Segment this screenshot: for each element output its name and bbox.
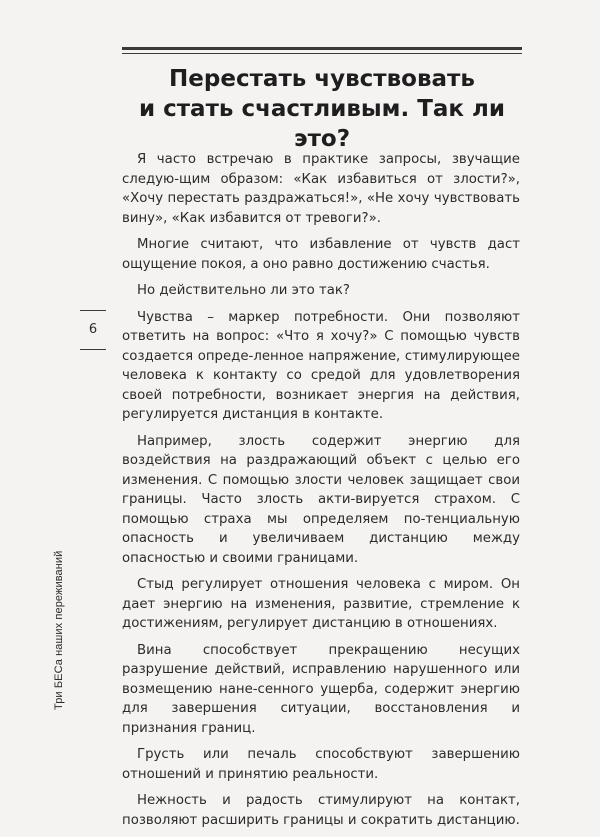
paragraph: Грусть или печаль способствуют завершению отношений и принятию реальности. xyxy=(122,747,520,782)
paragraph: Я часто встречаю в практике запросы, звучащие следую-щим образом: «Как избавиться от злости?», «Хочу перестать раздражаться!», «Не хочу чувствовать вину», «Как избавится от тревоги?». xyxy=(122,152,520,226)
page-number-rule-top xyxy=(80,310,106,311)
paragraph: Многие считают, что избавление от чувств даст ощущение покоя, а оно равно достижению счастья. xyxy=(122,237,520,272)
page-number: 6 xyxy=(88,322,98,337)
paragraph: Нежность и радость стимулируют на контакт, позволяют расширить границы и сократить дистанцию. xyxy=(122,793,520,828)
paragraph: Но действительно ли это так? xyxy=(137,283,350,298)
paragraph: Например, злость содержит энергию для воздействия на раздражающий объект с целью его изменения. С помощью злости человек защищает свои границы. Часто злость акти-вируется страхом. С помощью страха мы определяем по-тенциальную опасность и увеличиваем дистанцию между опасностью и своими границами. xyxy=(122,433,520,566)
body-text xyxy=(122,150,520,837)
header-rule-thin xyxy=(122,53,522,54)
paragraph: Вина способствует прекращению несущих разрушение действий, исправлению нарушенного или возмещению нане-сенного ущерба, содержит энергию для завершения ситуации, восстановления и признания границ. xyxy=(122,642,520,736)
chapter-title-line-1: Перестать чувствовать xyxy=(169,66,475,92)
chapter-title-line-2: и стать счастливым. Так ли это? xyxy=(138,96,506,152)
page-number-rule-bottom xyxy=(80,349,106,350)
paragraph: Чувства – маркер потребности. Они позволяют ответить на вопрос: «Что я хочу?» С помощью чувств создается опреде-ленное напряжение, стимулирующее человека к контакту со средой для удовлетворения своей потребности, возникает энергия на действия, регулируется дистанция в контакте. xyxy=(122,309,520,422)
running-head: Три БЕСа наших переживаний xyxy=(53,550,65,710)
paragraph: Стыд регулирует отношения человека с миром. Он дает энергию на изменения, развитие, стремление к достижениям, регулирует дистанцию в отношениях. xyxy=(122,577,520,631)
chapter-title xyxy=(122,64,522,154)
header-rule-thick xyxy=(122,47,522,50)
